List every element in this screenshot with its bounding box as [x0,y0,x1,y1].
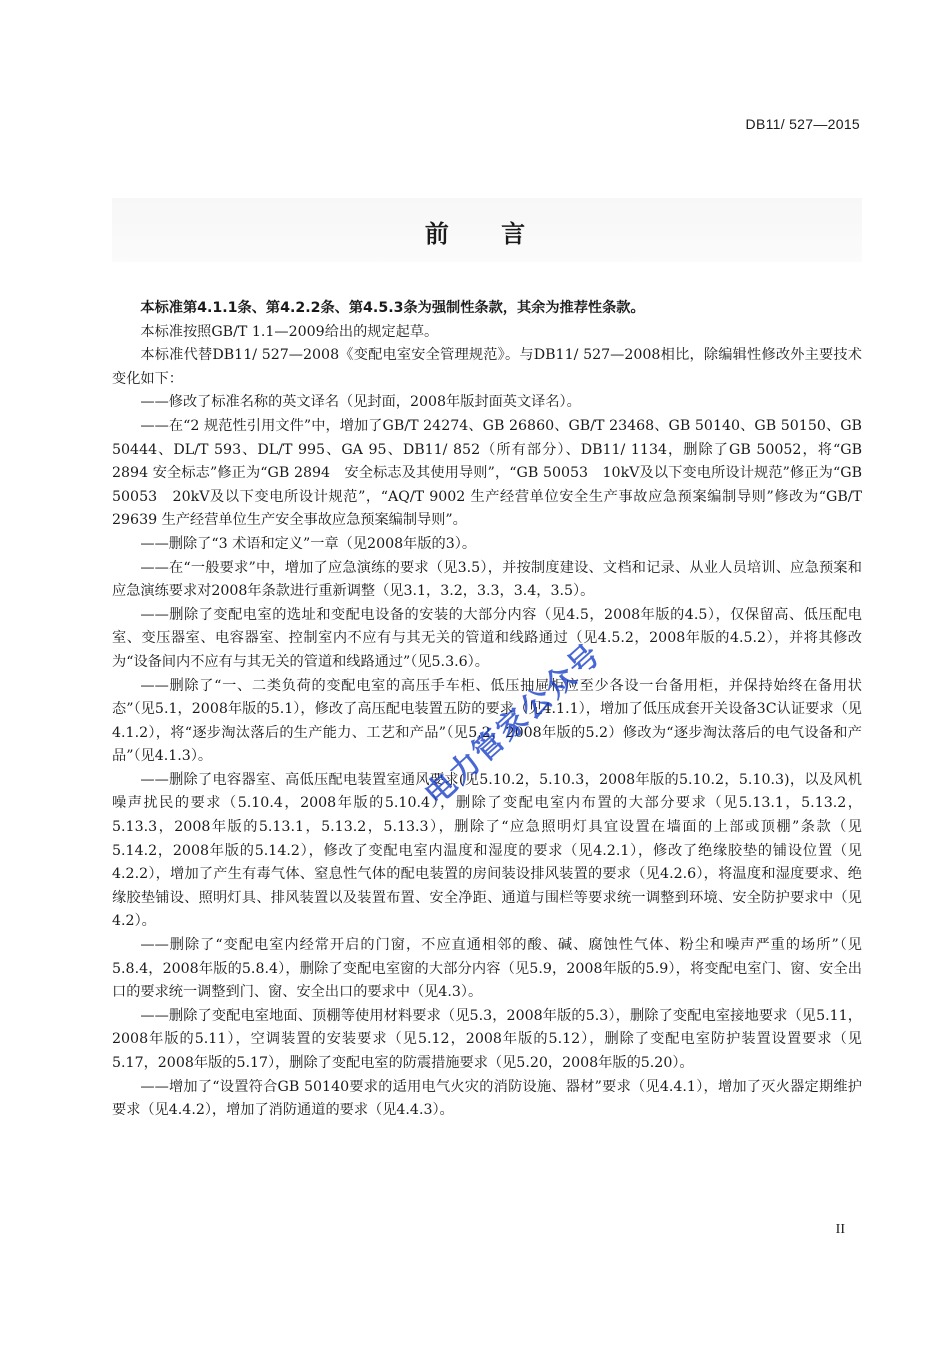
change-item: ——在“2 规范性引用文件”中，增加了GB/T 24274、GB 26860、GB/T 23468、GB 50140、GB 50150、GB 50444、DL/T 593、DL/T 995、GA 95、DB11/ 852（所有部分）、DB11/ 1134，删除了GB 50052，将“GB 2894 安全标志”修正为“GB 2894 安全标志及其使用导则”，“GB 50053 10kV及以下变电所设计规范”修正为“GB 50053 20kV及以下变电所设计规范”，“AQ/T 9002 生产经营单位安全生产事故应急预案编制导则”修改为“GB/T 29639 生产经营单位生产安全事故应急预案编制导则”。 [112,417,862,529]
change-item: ——删除了变配电室地面、顶棚等使用材料要求（见5.3，2008年版的5.3），删除了变配电室接地要求（见5.11，2008年版的5.11），空调装置的安装要求（见5.12，2008年版的5.12），删除了变配电室防护装置设置要求（见5.17，2008年版的5.17），删除了变配电室的防震措施要求（见5.20，2008年版的5.20）。 [112,1007,862,1071]
change-item: ——在“一般要求”中，增加了应急演练的要求（见3.5），并按制度建设、文档和记录、从业人员培训、应急预案和应急演练要求对2008年条款进行重新调整（见3.1，3.2，3.3，3.4，3.5）。 [112,559,862,600]
change-item: ——删除了“3 术语和定义”一章（见2008年版的3）。 [140,535,477,552]
mandatory-clauses-paragraph: 本标准第4.1.1条、第4.2.2条、第4.5.3条为强制性条款，其余为推荐性条款。 [140,300,645,316]
change-item: ——修改了标准名称的英文译名（见封面，2008年版封面英文译名）。 [140,394,581,411]
paragraph: 本标准按照GB/T 1.1—2009给出的规定起草。 [140,323,439,340]
document-code: DB11/ 527—2015 [745,116,860,132]
page-title: 前 言 [424,220,548,248]
page-number: II [835,1222,845,1237]
foreword-body [112,297,862,1123]
change-item: ——删除了电容器室、高低压配电装置室通风要求(见5.10.2，5.10.3，2008年版的5.10.2，5.10.3)，以及风机噪声扰民的要求（5.10.4，2008年版的5.10.4），删除了变配电室内布置的大部分要求（见5.13.1，5.13.2，5.13.3，2008年版的5.13.1，5.13.2，5.13.3），删除了“应急照明灯具宜设置在墙面的上部或顶棚”条款（见5.14.2，2008年版的5.14.2），修改了变配电室内温度和湿度的要求（见4.2.1），修改了绝缘胶垫的铺设位置（见4.2.2），增加了产生有毒气体、窒息性气体的配电装置的房间装设排风装置的要求（见4.2.6），将温度和湿度要求、绝缘胶垫铺设、照明灯具、排风装置以及装置布置、安全净距、通道与围栏等要求统一调整到环境、安全防护要求中（见4.2）。 [112,771,862,930]
change-item: ——删除了“变配电室内经常开启的门窗，不应直通相邻的酸、碱、腐蚀性气体、粉尘和噪声严重的场所”（见5.8.4，2008年版的5.8.4），删除了变配电室窗的大部分内容（见5.9，2008年版的5.9），将变配电室门、窗、安全出口的要求统一调整到门、窗、安全出口的要求中（见4.3）。 [112,937,862,1001]
watermark: 电力管家公众号 [418,636,609,813]
change-item: ——增加了“设置符合GB 50140要求的适用电气火灾的消防设施、器材”要求（见4.4.1），增加了灭火器定期维护要求（见4.4.2），增加了消防通道的要求（见4.4.3）。 [112,1078,862,1119]
paragraph: 本标准代替DB11/ 527—2008《变配电室安全管理规范》。与DB11/ 527—2008相比，除编辑性修改外主要技术变化如下： [112,347,862,387]
change-item: ——删除了变配电室的选址和变配电设备的安装的大部分内容（见4.5，2008年版的4.5），仅保留高、低压配电室、变压器室、电容器室、控制室内不应有与其无关的管道和线路通过（见4.5.2，2008年版的4.5.2），并将其修改为“设备间内不应有与其无关的管道和线路通过”（见5.3.6）。 [112,606,862,670]
change-item: ——删除了“一、二类负荷的变配电室的高压手车柜、低压抽屉柜应至少各设一台备用柜，并保持始终在备用状态”（见5.1，2008年版的5.1），修改了高压配电装置五防的要求（见4.1.1），增加了低压成套开关设备3C认证要求（见4.1.2），将“逐步淘汰落后的生产能力、工艺和产品”（见5.2，2008年版的5.2）修改为“逐步淘汰落后的电气设备和产品”（见4.1.3）。 [112,677,862,765]
